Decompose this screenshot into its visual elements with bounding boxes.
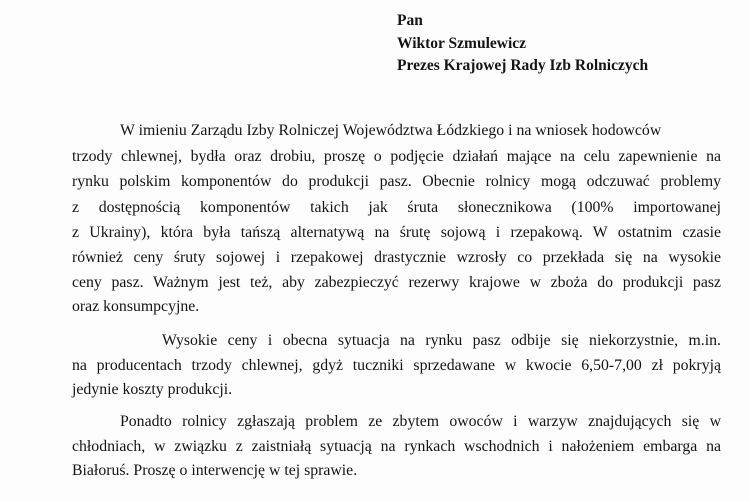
paragraph-line: jedynie koszty produkcji. (72, 381, 233, 398)
addressee-name: Wiktor Szmulewicz (397, 34, 527, 52)
paragraph-line: Wysokie ceny i obecna sytuacja na rynku pasz odbije się niekorzystnie, m.in. (162, 332, 721, 349)
addressee-title: Prezes Krajowej Rady Izb Rolniczych (397, 57, 649, 74)
paragraph-line: z dostępnością komponentów takich jak śruta słonecznikowa (100% importowanej (72, 199, 721, 216)
addressee-block (397, 10, 648, 78)
paragraph-line: oraz konsumpcyjne. (72, 298, 200, 315)
paragraph-line: na producentach trzody chlewnej, gdyż tuczniki sprzedawane w kwocie 6,50-7,00 zł pokryją (72, 357, 721, 374)
paragraph-line: również ceny śruty sojowej i rzepakowej drastycznie wzrosły co przekłada się na wysokie (72, 249, 721, 266)
paragraph-line: z Ukrainy), która była tańszą alternatywą na śrutę sojową i rzepakową. W ostatnim czasie (72, 224, 721, 241)
paragraph-line: rynku polskim komponentów do produkcji pasz. Obecnie rolnicy mogą odczuwać problemy (72, 173, 721, 190)
paragraph-line: Białoruś. Proszę o interwencję w tej sprawie. (72, 462, 358, 479)
paragraph-line: Ponadto rolnicy zgłaszają problem ze zbytem owoców i warzyw znajdujących się w (120, 413, 721, 430)
paragraph-line: chłodniach, w związku z zaistniałą sytuacją na rynkach wschodnich i nałożeniem embarga na (72, 438, 721, 455)
paragraph-line: trzody chlewnej, bydła oraz drobiu, proszę o podjęcie działań mające na celu zapewnienie na (72, 148, 721, 165)
paragraph-line: ceny pasz. Ważnym jest też, aby zabezpieczyć rezerwy krajowe w zboża do produkcji pasz (72, 274, 721, 291)
addressee-salutation: Pan (397, 12, 423, 29)
paragraph-line: W imieniu Zarządu Izby Rolniczej Województwa Łódzkiego i na wniosek hodowców (120, 122, 662, 139)
